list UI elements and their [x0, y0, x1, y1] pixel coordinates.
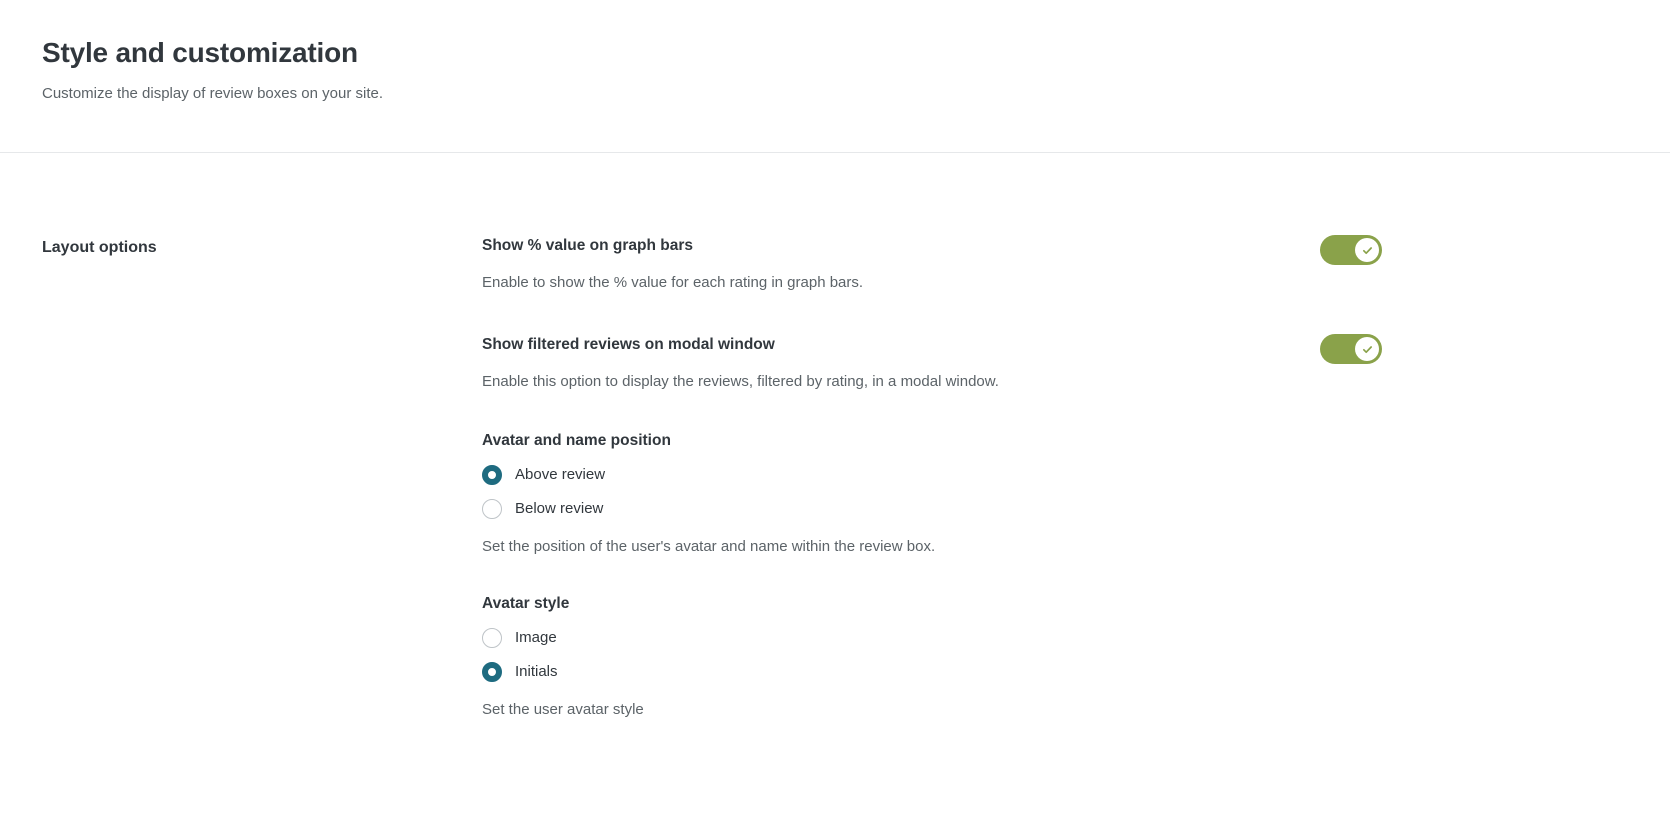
- radio-label: Initials: [515, 663, 558, 680]
- page-subtitle: Customize the display of review boxes on your site.: [42, 85, 383, 102]
- page-header: [0, 0, 1670, 104]
- setting-help: Set the position of the user's avatar and name within the review box.: [482, 538, 936, 555]
- radio-group-avatar-style: [482, 628, 1382, 682]
- radio-label: Below review: [515, 500, 604, 517]
- radio-indicator: [482, 628, 502, 648]
- setting-help: Set the user avatar style: [482, 701, 644, 718]
- toggle-show-percent-wrap: [1320, 235, 1382, 265]
- toggle-knob: [1355, 337, 1379, 361]
- layout-options-section: [0, 153, 1670, 735]
- check-icon: [1361, 244, 1374, 257]
- section-body: [482, 235, 1382, 735]
- toggle-show-filtered[interactable]: [1320, 334, 1382, 364]
- radio-indicator: [482, 499, 502, 519]
- setting-avatar-style: [482, 593, 1382, 720]
- radio-avatar-position-above[interactable]: [482, 465, 1382, 485]
- setting-help: Enable this option to display the reviews, filtered by rating, in a modal window.: [482, 373, 999, 390]
- radio-avatar-style-initials[interactable]: [482, 662, 1382, 682]
- section-label: Layout options: [42, 239, 157, 256]
- radio-label: Image: [515, 629, 557, 646]
- toggle-show-percent[interactable]: [1320, 235, 1382, 265]
- toggle-knob: [1355, 238, 1379, 262]
- setting-avatar-position: [482, 430, 1382, 557]
- setting-show-percent: [482, 235, 1382, 293]
- page-title: Style and customization: [42, 37, 358, 68]
- radio-label: Above review: [515, 466, 606, 483]
- setting-title: Avatar and name position: [482, 432, 671, 449]
- toggle-show-filtered-wrap: [1320, 334, 1382, 364]
- radio-avatar-position-below[interactable]: [482, 499, 1382, 519]
- setting-title: Show % value on graph bars: [482, 237, 694, 254]
- radio-group-avatar-position: [482, 465, 1382, 519]
- setting-title: Avatar style: [482, 595, 570, 612]
- setting-help: Enable to show the % value for each rating in graph bars.: [482, 274, 864, 291]
- check-icon: [1361, 343, 1374, 356]
- setting-title: Show filtered reviews on modal window: [482, 336, 775, 353]
- radio-avatar-style-image[interactable]: [482, 628, 1382, 648]
- radio-indicator: [482, 465, 502, 485]
- setting-show-filtered: [482, 334, 1382, 392]
- radio-indicator: [482, 662, 502, 682]
